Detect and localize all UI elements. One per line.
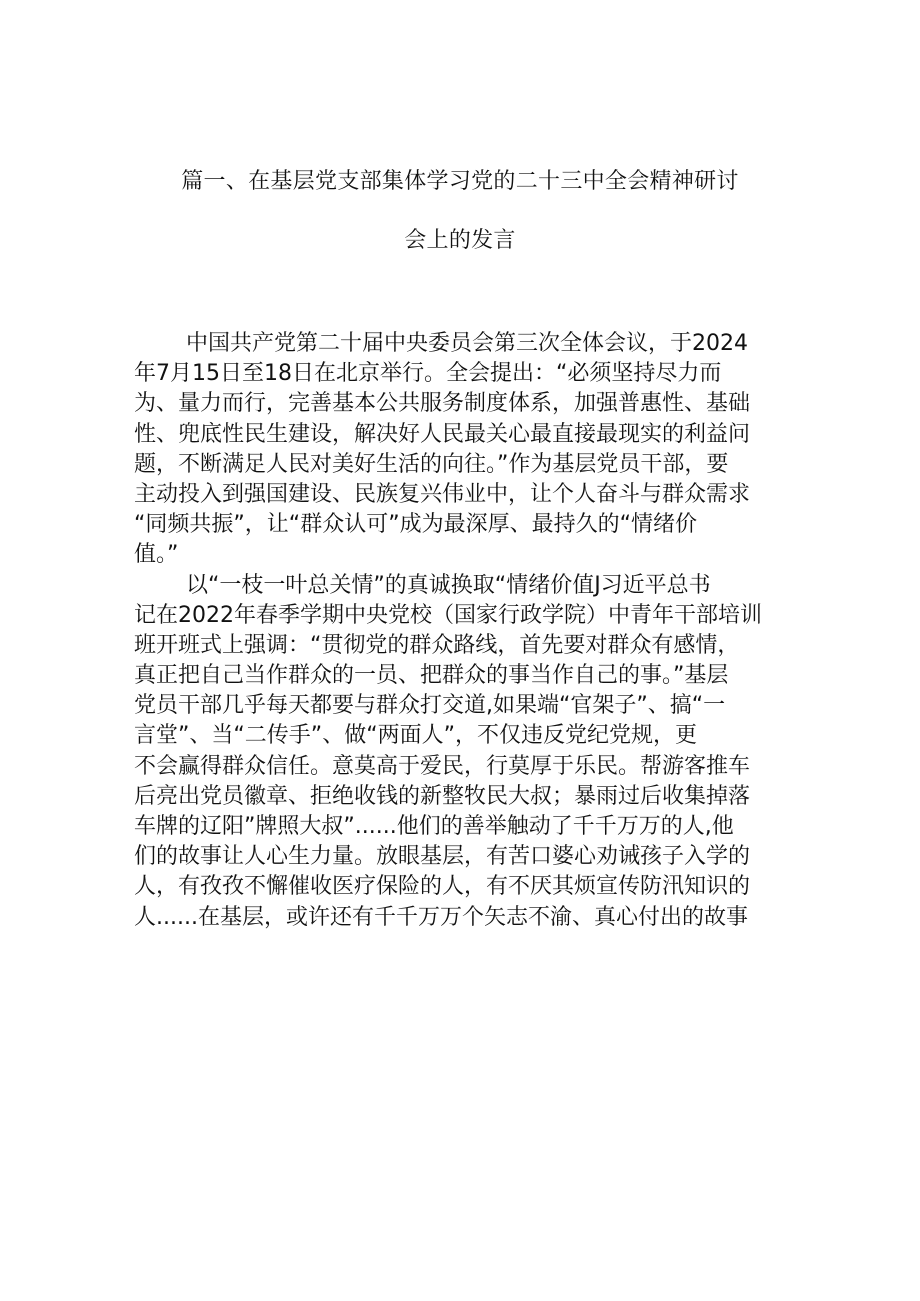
document-title-line-2: 会上的发言	[404, 228, 516, 253]
body-line: 性、兜底性民生建设，解决好人民最关心最直接最现实的利益问	[134, 421, 751, 447]
body-line: 记在2022年春季学期中央党校（国家行政学院）中青年干部培训	[134, 602, 762, 628]
body-line: 中国共产党第二十届中央委员会第三次全体会议，于2024	[186, 331, 748, 356]
body-line: 车牌的辽阳”牌照大叔”......他们的善举触动了千千万万的人,他	[134, 814, 734, 839]
body-line: 不会赢得群众信任。意莫高于爱民，行莫厚于乐民。帮游客推车	[134, 753, 751, 779]
body-line: 人，有孜孜不懈催收医疗保险的人，有不厌其烦宣传防汛知识的	[134, 874, 751, 900]
document-body	[134, 329, 794, 933]
body-line: 后亮出党员徽章、拒绝收钱的新整牧民大叔；暴雨过后收集掉落	[134, 783, 751, 809]
body-line: 党员干部几乎每天都要与群众打交道,如果端“官架子”、搞“一	[134, 693, 726, 719]
body-line: 言堂”、当“二传手”、做“两面人”，不仅违反党纪党规，更	[134, 723, 697, 749]
body-line: “同频共振”，让“群众认可”成为最深厚、最持久的“情绪价	[134, 512, 697, 538]
body-line: 年7月15日至18日在北京举行。全会提出：“必须坚持尽力而	[134, 361, 722, 387]
body-line: 班开班式上强调：“贯彻党的群众路线，首先要对群众有感情，	[134, 632, 740, 658]
body-line: 题，不断满足人民对美好生活的向往。”作为基层党员干部，要	[134, 451, 729, 477]
body-line: 以“一枝一叶总关情”的真诚换取“情绪价值J习近平总书	[186, 572, 711, 598]
body-line: 值。”	[134, 542, 179, 568]
document-title-line-1: 篇一、在基层党支部集体学习党的二十三中全会精神研讨	[181, 169, 739, 194]
body-line: 们的故事让人心生力量。放眼基层，有苦口婆心劝诫孩子入学的	[134, 844, 751, 870]
body-line: 真正把自己当作群众的一员、把群众的事当作自己的事。”基层	[134, 663, 729, 689]
body-line: 人......在基层，或许还有千千万万个矢志不渝、真心付出的故事	[134, 904, 748, 930]
body-line: 主动投入到强国建设、民族复兴伟业中，让个人奋斗与群众需求	[134, 481, 751, 507]
body-line: 为、量力而行，完善基本公共服务制度体系，加强普惠性、基础	[134, 391, 751, 417]
